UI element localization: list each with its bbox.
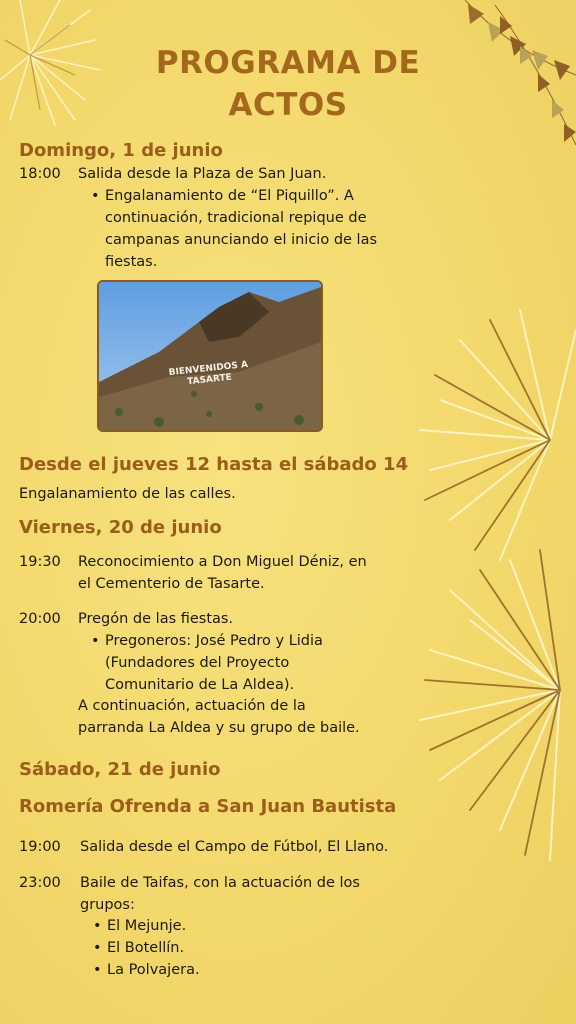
bullet-line: (Fundadores del Proyecto [105,655,290,671]
bullet-line: campanas anunciando el inicio de las [105,232,378,248]
event-line: parranda La Aldea y su grupo de baile. [78,720,360,736]
event-text [78,551,367,595]
firework-right-decoration [400,300,576,880]
event-text: Pregón de las fiestas. [78,611,234,627]
event-bullet [105,630,323,696]
event-line: grupos: [80,897,135,913]
bullet-line: • Pregoneros: José Pedro y Lidia [105,633,323,649]
section-heading-domingo: Domingo, 1 de junio [19,140,223,161]
photo-sign-text: BIENVENIDOS A TASARTE [168,359,249,388]
event-line: Baile de Taifas, con la actuación de los [80,875,360,891]
event-time: 20:00 [19,611,61,627]
bullet-line: fiestas. [105,254,158,270]
page-title [0,42,576,126]
title-line-1: PROGRAMA DE [155,45,421,81]
event-text: Engalanamiento de las calles. [19,486,236,502]
section-heading-jueves-sabado: Desde el jueves 12 hasta el sábado 14 [19,454,409,475]
event-line: el Cementerio de Tasarte. [78,576,265,592]
event-line: Reconocimiento a Don Miguel Déniz, en [78,554,367,570]
event-text [80,872,360,916]
group-list-item: • El Botellín. [107,937,184,959]
event-text [78,695,360,739]
section-heading-viernes: Viernes, 20 de junio [19,517,222,538]
bullet-line: continuación, tradicional repique de [105,210,367,226]
event-text: Salida desde la Plaza de San Juan. [78,166,327,182]
section-subheading-romeria: Romería Ofrenda a San Juan Bautista [19,796,397,817]
tasarte-mountain-photo [97,280,323,432]
bullet-line: • Engalanamiento de “El Piquillo”. A [105,188,354,204]
event-time: 23:00 [19,875,61,891]
event-line: A continuación, actuación de la [78,698,306,714]
event-time: 19:00 [19,839,61,855]
event-text: Salida desde el Campo de Fútbol, El Llano. [80,839,389,855]
group-list-item: • El Mejunje. [107,915,186,937]
group-list-item: • La Polvajera. [107,959,200,981]
title-line-2: ACTOS [228,87,348,123]
bullet-line: Comunitario de La Aldea). [105,677,295,693]
event-time: 18:00 [19,166,61,182]
section-heading-sabado: Sábado, 21 de junio [19,759,221,780]
event-time: 19:30 [19,554,61,570]
event-bullet [105,185,377,273]
